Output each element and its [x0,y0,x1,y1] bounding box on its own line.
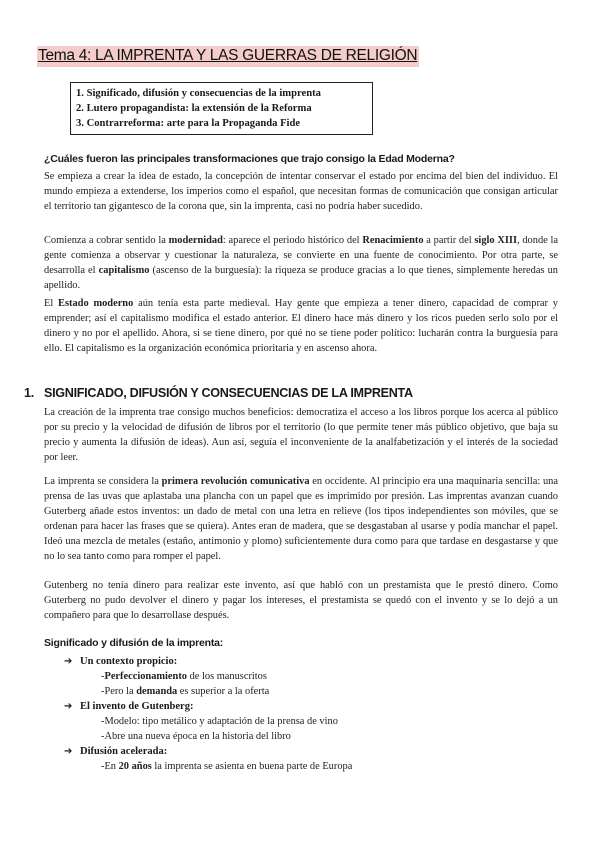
arrow-icon: ➔ [64,656,73,667]
term-siglo: siglo XIII [474,235,517,246]
section-number: 1. [24,386,34,400]
intro-question: ¿Cuáles fueron las principales transformaciones que trajo consigo la Edad Moderna? [44,153,455,165]
document-title: Tema 4: LA IMPRENTA Y LAS GUERRAS DE RELIGIÓN [37,46,419,67]
sub-item: -En 20 años la imprenta se asienta en buena parte de Europa [101,761,353,772]
section-paragraph-3: Gutenberg no tenía dinero para realizar este invento, así que habló con un prestamista que le prestó dinero. Como Guterberg no pudo devolver el dinero y pagar los intereses, el prestamista se quedó con el invento y se lo dejó a un compañero para que lo desarrollase después. [44,580,558,621]
sub-item: -Abre una nueva época en la historia del libro [101,731,291,742]
intro-paragraph-1: Se empieza a crear la idea de estado, la concepción de intentar conservar el estado por encima del bien del individuo. El mundo empieza a extenderse, los imperios como el español, que necesitan formas de comunicación que consigan articular el territorio tan gigantesco de la corona que, sin la imprenta, casi no podría haber sucedido. [44,171,558,212]
term-capitalismo: capitalismo [98,265,150,276]
arrow-icon: ➔ [64,701,73,712]
term-estado-moderno: Estado moderno [58,298,134,309]
term-renacimiento: Renacimiento [362,235,424,246]
bullet-item: ➔ El invento de Gutenberg: [64,701,194,712]
intro-paragraph-2: Comienza a cobrar sentido la modernidad: aparece el periodo histórico del Renacimiento a partir del siglo XIII, donde la gente comienza a observar y cuestionar la naturaleza, se convierte en una fuente de conocimiento. Por otra parte, se desarrolla el capitalismo (ascenso de la burguesía): la riqueza se produce gracias a lo que tienes, simplemente heredas un apellido. [44,235,559,291]
sub-item: -Pero la demanda es superior a la oferta [101,686,270,697]
section-paragraph-2: La imprenta se considera la primera revolución comunicativa en occidente. Al principio era una maquinaria sencilla: una prensa de las uvas que aplastaba una plancha con un papel que es imprimido por presión. Las imprentas avanzan cuando Guterberg añade estos inventos: un dado de metal con una letra en relieve (los tipos independientes son móviles, que se ordenan para hacer las frases que se quiera). Antes eran de madera, que se desgastaban al usarse y podía manchar el papel. Ideó una mezcla de metales (estaño, antimonio y plomo) suficientemente dura como para que tardase en desgastarse y que no lo sea tanto como para romper el papel. [44,476,558,562]
term-revolucion: primera revolución comunicativa [161,476,310,487]
section-heading [24,386,413,400]
subheading: Significado y difusión de la imprenta: [44,637,224,649]
bullet-item: ➔ Un contexto propicio: [64,656,178,667]
toc-item: 3. Contrarreforma: arte para la Propaganda Fide [76,118,301,129]
bullet-item: ➔ Difusión acelerada: [64,746,168,757]
toc-item: 2. Lutero propagandista: la extensión de la Reforma [76,103,312,114]
table-of-contents [70,82,373,135]
arrow-icon: ➔ [64,746,73,757]
sub-item: -Perfeccionamiento de los manuscritos [101,671,267,682]
section-paragraph-1: La creación de la imprenta trae consigo muchos beneficios: democratiza el acceso a los libros porque los acerca al público por su precio y la velocidad de difusión de libros por el territorio (lo que permite tener más público objetivo, que baja su precio y aumenta la difusión de ideas). Aun así, seguía el inconveniente de la analfabetización y el interés de la sociedad por leer. [44,407,558,463]
section-heading-text: SIGNIFICADO, DIFUSIÓN Y CONSECUENCIAS DE LA IMPRENTA [44,386,413,400]
intro-paragraph-3: El Estado moderno aún tenía esta parte medieval. Hay gente que empieza a tener dinero, capacidad de comprar y emprender; así el capitalismo modifica el estado anterior. El dinero hace más dinero y los ricos pueden serlo solo por el dinero y no por el apellido. Ahora, si se tiene dinero, por qué no se tiene poder político: lucharán contra la burguesía para ello. El capitalismo es la organización económica prioritaria y en ascenso ahora. [44,298,558,354]
term-modernidad: modernidad [168,235,223,246]
sub-item: -Modelo: tipo metálico y adaptación de la prensa de vino [101,716,338,727]
toc-item: 1. Significado, difusión y consecuencias de la imprenta [76,88,321,99]
